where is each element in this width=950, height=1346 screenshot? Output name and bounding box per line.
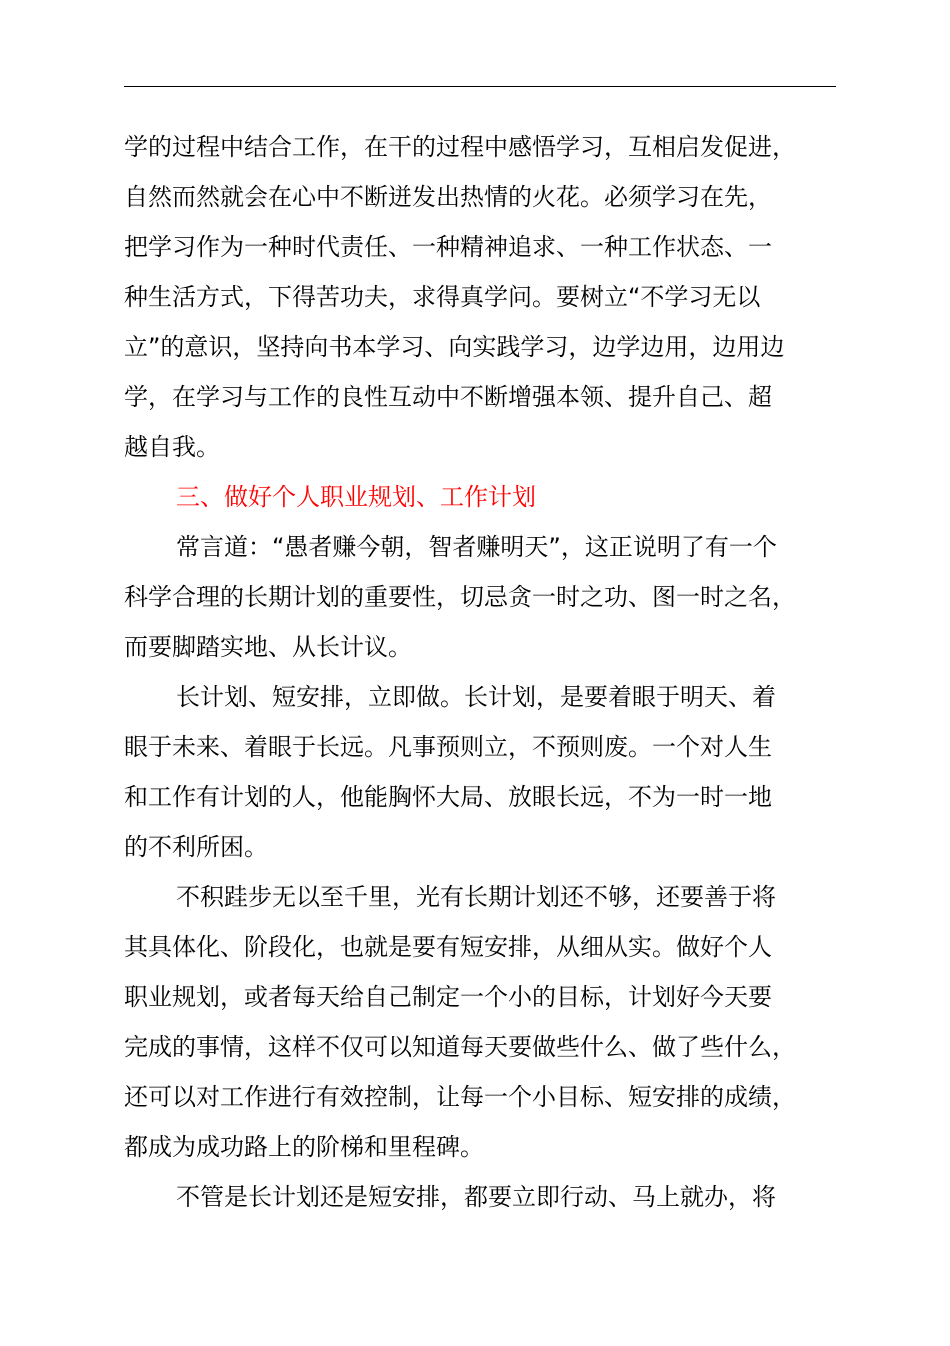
section-heading: 三、做好个人职业规划、工作计划 <box>176 483 536 511</box>
document-body <box>124 122 860 1222</box>
text-line: 科学合理的长期计划的重要性，切忌贪一时之功、图一时之名， <box>124 583 796 611</box>
text-line: 立”的意识，坚持向书本学习、向实践学习，边学边用，边用边 <box>124 333 785 361</box>
text-line: 常言道：“愚者赚今朝，智者赚明天”，这正说明了有一个 <box>176 533 777 561</box>
text-line: 还可以对工作进行有效控制，让每一个小目标、短安排的成绩， <box>124 1083 796 1111</box>
text-line: 越自我。 <box>124 433 220 461</box>
text-line: 不积跬步无以至千里，光有长期计划还不够，还要善于将 <box>176 883 776 911</box>
text-line: 自然而然就会在心中不断迸发出热情的火花。必须学习在先， <box>124 183 772 211</box>
text-line: 的不利所困。 <box>124 833 268 861</box>
text-line: 其具体化、阶段化，也就是要有短安排，从细从实。做好个人 <box>124 933 772 961</box>
text-line: 眼于未来、着眼于长远。凡事预则立，不预则废。一个对人生 <box>124 733 772 761</box>
text-line: 而要脚踏实地、从长计议。 <box>124 633 412 661</box>
text-line: 完成的事情，这样不仅可以知道每天要做些什么、做了些什么， <box>124 1033 796 1061</box>
text-line: 学的过程中结合工作，在干的过程中感悟学习，互相启发促进， <box>124 133 796 161</box>
text-line: 长计划、短安排，立即做。长计划，是要着眼于明天、着 <box>176 683 776 711</box>
text-line: 和工作有计划的人，他能胸怀大局、放眼长远，不为一时一地 <box>124 783 772 811</box>
text-line: 职业规划，或者每天给自己制定一个小的目标，计划好今天要 <box>124 983 772 1011</box>
header-rule <box>124 86 836 87</box>
text-line: 不管是长计划还是短安排，都要立即行动、马上就办，将 <box>176 1183 776 1211</box>
text-line: 都成为成功路上的阶梯和里程碑。 <box>124 1133 484 1161</box>
text-line: 学，在学习与工作的良性互动中不断增强本领、提升自己、超 <box>124 383 772 411</box>
text-line: 种生活方式，下得苦功夫，求得真学问。要树立“不学习无以 <box>124 283 761 311</box>
text-line: 把学习作为一种时代责任、一种精神追求、一种工作状态、一 <box>124 233 772 261</box>
